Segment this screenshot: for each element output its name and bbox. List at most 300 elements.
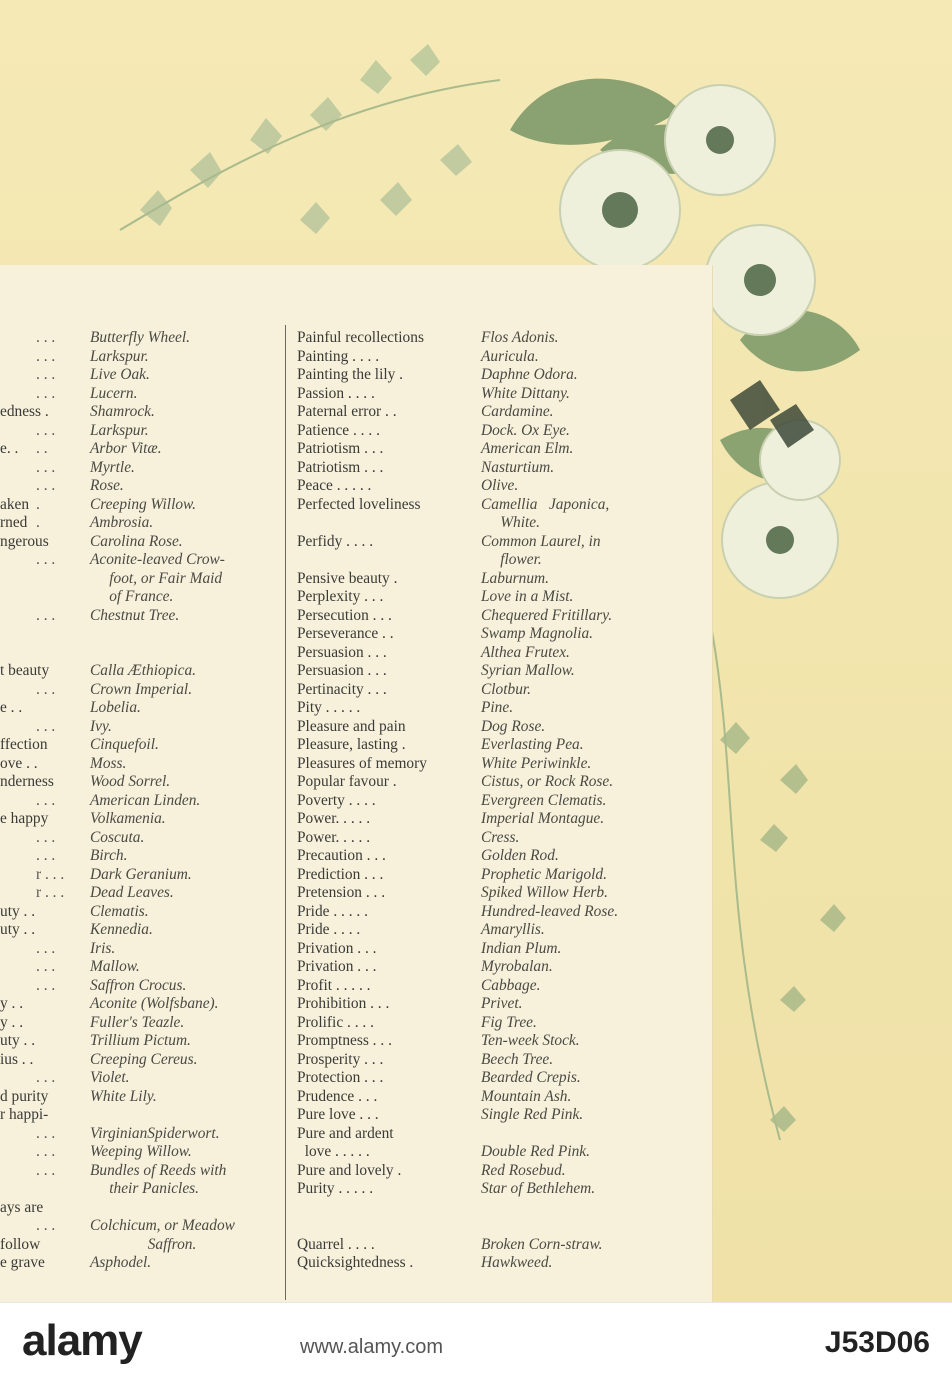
- flower-name: Beech Tree.: [481, 1050, 554, 1068]
- sentiment-term: Power. . . . .: [297, 810, 371, 827]
- flower-name: Butterfly Wheel.: [90, 329, 191, 346]
- flower-name: Shamrock.: [90, 403, 155, 420]
- leader-dots: . . .: [36, 347, 56, 365]
- leader-dots: . . .: [36, 717, 56, 735]
- entry-row: [297, 847, 677, 866]
- flower-name: foot, or Fair Maid: [90, 569, 223, 587]
- flower-name: American Elm.: [481, 440, 574, 457]
- entry-row: [297, 718, 677, 737]
- entry-row: [297, 588, 677, 607]
- entry-row: [0, 348, 284, 367]
- flower-name: Myrtle.: [90, 458, 135, 476]
- footer-logo: alamy: [22, 1316, 142, 1365]
- entry-row: [297, 625, 677, 644]
- entry-row: [0, 866, 284, 885]
- flower-name: Cardamine.: [481, 403, 554, 420]
- flower-name: Dark Geranium.: [90, 865, 192, 883]
- flower-name: Fig Tree.: [481, 1013, 537, 1031]
- right-column: [297, 329, 677, 1273]
- sentiment-term: Profit . . . . .: [297, 976, 371, 994]
- entry-row: [297, 736, 677, 755]
- sentiment-term: Prediction . . .: [297, 865, 384, 883]
- leader-dots: r . . .: [36, 865, 65, 883]
- flower-name: Mallow.: [90, 958, 140, 975]
- flower-name: Nasturtium.: [481, 458, 555, 476]
- sentiment-term: Perseverance . .: [297, 625, 394, 642]
- footer-url: www.alamy.com: [300, 1336, 443, 1358]
- entry-row: [297, 440, 677, 459]
- flower-name: Myrobalan.: [481, 958, 553, 975]
- sentiment-term: Quarrel . . . .: [297, 1235, 375, 1253]
- entry-row: [0, 1106, 284, 1125]
- entry-row: [297, 1143, 677, 1162]
- sentiment-term: Purity . . . . .: [297, 1180, 374, 1197]
- sentiment-term: Perfected loveliness: [297, 495, 421, 513]
- flower-name: Ivy.: [90, 717, 112, 735]
- leader-dots: . . .: [36, 1217, 56, 1234]
- entry-row: [0, 1051, 284, 1070]
- sentiment-term: Prohibition . . .: [297, 995, 390, 1012]
- leader-dots: . . .: [36, 828, 56, 846]
- flower-name: Violet.: [90, 1069, 130, 1086]
- flower-name: American Linden.: [90, 791, 201, 809]
- flower-name: Bundles of Reeds with: [90, 1161, 227, 1179]
- sentiment-term: e happy: [0, 810, 49, 827]
- flower-name: Carolina Rose.: [90, 532, 183, 550]
- entry-row: [297, 403, 677, 422]
- flower-name: Colchicum, or Meadow: [90, 1217, 235, 1234]
- flower-name: Coscuta.: [90, 828, 145, 846]
- entry-row: [0, 1143, 284, 1162]
- sentiment-term: uty . .: [0, 1032, 36, 1049]
- flower-name: Arbor Vitæ.: [90, 440, 162, 457]
- flower-name: Saffron.: [90, 1235, 197, 1253]
- entry-row: [297, 607, 677, 626]
- leader-dots: . . .: [36, 1069, 56, 1086]
- sentiment-term: Patriotism . . .: [297, 440, 384, 457]
- flower-name: Moss.: [90, 754, 127, 772]
- flower-name: Creeping Cereus.: [90, 1050, 198, 1068]
- flower-name: Cress.: [481, 828, 520, 846]
- flower-name: Camellia Japonica,: [481, 495, 610, 513]
- entry-row: [297, 1032, 677, 1051]
- sentiment-term: d purity: [0, 1087, 49, 1105]
- leader-dots: . . .: [36, 976, 56, 994]
- entry-row: [0, 496, 284, 515]
- sentiment-term: ngerous: [0, 532, 49, 550]
- left-column: [0, 329, 284, 1273]
- entry-row: [0, 810, 284, 829]
- entry-row: [0, 1236, 284, 1255]
- leader-dots: . . .: [36, 1161, 56, 1179]
- flower-name: Privet.: [481, 995, 523, 1012]
- flower-name: Pine.: [481, 699, 514, 716]
- sentiment-term: Power. . . . .: [297, 828, 371, 846]
- flower-name: White Periwinkle.: [481, 754, 592, 772]
- entry-row: [0, 459, 284, 478]
- sentiment-term: Precaution . . .: [297, 847, 386, 864]
- sentiment-term: Patience . . . .: [297, 421, 380, 439]
- entry-row: [297, 1180, 677, 1199]
- sentiment-term: ffection: [0, 736, 48, 753]
- entry-row: [0, 903, 284, 922]
- flower-name: Imperial Montague.: [481, 810, 605, 827]
- entry-row: [0, 422, 284, 441]
- entry-row: [297, 366, 677, 385]
- entry-row: [297, 496, 677, 515]
- entry-row: [297, 1051, 677, 1070]
- sentiment-term: uty . .: [0, 921, 36, 938]
- entry-row: [297, 995, 677, 1014]
- entry-row: [297, 921, 677, 940]
- entry-row: [297, 662, 677, 681]
- flower-name: Laburnum.: [481, 569, 549, 587]
- leader-dots: . . .: [36, 847, 56, 864]
- entry-row: [0, 829, 284, 848]
- flower-name: Evergreen Clematis.: [481, 791, 607, 809]
- sentiment-term: Promptness . . .: [297, 1032, 392, 1049]
- entry-row: [297, 773, 677, 792]
- flower-name: Aconite (Wolfsbane).: [90, 995, 219, 1012]
- entry-row: [297, 533, 677, 552]
- entry-row: [0, 921, 284, 940]
- entry-row: [297, 792, 677, 811]
- entry-row: [0, 958, 284, 977]
- flower-name: Olive.: [481, 477, 519, 494]
- flower-name: Double Red Pink.: [481, 1143, 590, 1160]
- entry-row: [0, 884, 284, 903]
- entry-row: [0, 533, 284, 552]
- sentiment-term: Pensive beauty .: [297, 569, 398, 587]
- entry-row: [0, 662, 284, 681]
- entry-row: [0, 329, 284, 348]
- sentiment-term: y . .: [0, 995, 24, 1012]
- entry-row: [0, 995, 284, 1014]
- sentiment-term: Poverty . . . .: [297, 791, 376, 809]
- sentiment-term: uty . .: [0, 902, 36, 920]
- leader-dots: . . .: [36, 477, 56, 494]
- leader-dots: . . .: [36, 458, 56, 476]
- flower-name: flower.: [481, 551, 542, 568]
- entry-row: [297, 644, 677, 663]
- entry-row: [297, 810, 677, 829]
- sentiment-term: Perfidy . . . .: [297, 532, 374, 550]
- sentiment-term: Pure and lovely .: [297, 1161, 402, 1179]
- sentiment-term: edness .: [0, 403, 49, 420]
- sentiment-term: Painful recollections: [297, 329, 424, 346]
- sentiment-term: Privation . . .: [297, 958, 377, 975]
- watermark-footer: [0, 1302, 952, 1391]
- flower-name: Everlasting Pea.: [481, 736, 584, 753]
- entry-row: [297, 1014, 677, 1033]
- flower-name: White Dittany.: [481, 384, 570, 402]
- flower-name: Single Red Pink.: [481, 1106, 584, 1123]
- flower-name: Ten-week Stock.: [481, 1032, 580, 1049]
- flower-name: Kennedia.: [90, 921, 153, 938]
- leader-dots: .: [36, 495, 40, 513]
- flower-name: Dock. Ox Eye.: [481, 421, 570, 439]
- entry-row: [0, 588, 284, 607]
- entry-row: [0, 699, 284, 718]
- flower-name: Amaryllis.: [481, 921, 545, 938]
- flower-name: of France.: [90, 588, 174, 605]
- entry-row: [0, 940, 284, 959]
- entry-row: [297, 1199, 677, 1218]
- entry-row: [0, 625, 284, 644]
- sentiment-term: Pleasure, lasting .: [297, 736, 406, 753]
- sentiment-term: aken: [0, 495, 30, 513]
- flower-name: Hawkweed.: [481, 1254, 553, 1271]
- entry-row: [297, 977, 677, 996]
- flower-name: Chequered Fritillary.: [481, 606, 613, 624]
- entry-row: [297, 958, 677, 977]
- entry-row: [0, 366, 284, 385]
- sentiment-term: Pity . . . . .: [297, 699, 361, 716]
- entry-row: [297, 385, 677, 404]
- flower-name: Flos Adonis.: [481, 329, 559, 346]
- flower-name: Prophetic Marigold.: [481, 865, 607, 883]
- entry-row: [0, 792, 284, 811]
- leader-dots: . . .: [36, 421, 56, 439]
- entry-row: [297, 551, 677, 570]
- entry-row: [297, 681, 677, 700]
- sentiment-term: Prudence . . .: [297, 1087, 378, 1105]
- flower-name: Star of Bethlehem.: [481, 1180, 596, 1197]
- entry-row: [297, 1106, 677, 1125]
- sentiment-term: t beauty: [0, 662, 50, 679]
- sentiment-term: Pride . . . . .: [297, 902, 368, 920]
- sentiment-term: Pleasures of memory: [297, 754, 427, 772]
- entry-row: [0, 1125, 284, 1144]
- entry-row: [0, 403, 284, 422]
- sentiment-term: Pleasure and pain: [297, 717, 406, 735]
- entry-row: [297, 1236, 677, 1255]
- flower-name: Volkamenia.: [90, 810, 166, 827]
- flower-name: Cabbage.: [481, 976, 541, 994]
- flower-name: Larkspur.: [90, 347, 149, 365]
- entry-row: [297, 755, 677, 774]
- sentiment-term: Peace . . . . .: [297, 477, 372, 494]
- flower-name: Saffron Crocus.: [90, 976, 187, 994]
- flower-name: Syrian Mallow.: [481, 662, 575, 679]
- entry-row: [0, 440, 284, 459]
- flower-name: Dead Leaves.: [90, 884, 174, 901]
- flower-name: Iris.: [90, 939, 116, 957]
- flower-name: Fuller's Teazle.: [90, 1013, 185, 1031]
- leader-dots: . . .: [36, 606, 56, 624]
- sentiment-term: ius . .: [0, 1050, 34, 1068]
- sentiment-term: Pertinacity . . .: [297, 680, 387, 698]
- sentiment-term: Patriotism . . .: [297, 458, 384, 476]
- entry-row: [0, 847, 284, 866]
- flower-name: Mountain Ash.: [481, 1087, 572, 1105]
- flower-name: Red Rosebud.: [481, 1161, 566, 1179]
- sentiment-term: love . . . . .: [297, 1143, 370, 1160]
- flower-name: Hundred-leaved Rose.: [481, 902, 619, 920]
- entry-row: [297, 884, 677, 903]
- entry-row: [0, 477, 284, 496]
- leader-dots: . . .: [36, 1124, 56, 1142]
- flower-name: Indian Plum.: [481, 939, 562, 957]
- entry-row: [0, 385, 284, 404]
- entry-row: [297, 1088, 677, 1107]
- sentiment-term: Paternal error . .: [297, 403, 397, 420]
- sentiment-term: e . .: [0, 699, 23, 716]
- leader-dots: . . .: [36, 329, 56, 346]
- flower-name: Creeping Willow.: [90, 495, 197, 513]
- entry-row: [0, 644, 284, 663]
- entry-row: [0, 1069, 284, 1088]
- entry-row: [0, 570, 284, 589]
- flower-name: Common Laurel, in: [481, 532, 601, 550]
- flower-name: Ambrosia.: [90, 514, 154, 531]
- entry-row: [0, 1032, 284, 1051]
- entry-row: [0, 1162, 284, 1181]
- flower-name: Swamp Magnolia.: [481, 625, 594, 642]
- entry-row: [297, 348, 677, 367]
- flower-name: Althea Frutex.: [481, 643, 570, 661]
- entry-row: [297, 903, 677, 922]
- flower-name: Lucern.: [90, 384, 138, 402]
- sentiment-term: Perplexity . . .: [297, 588, 384, 605]
- flower-name: White.: [481, 514, 540, 531]
- flower-name: Clematis.: [90, 902, 149, 920]
- entry-row: [0, 1199, 284, 1218]
- flower-name: Dog Rose.: [481, 717, 546, 735]
- entry-row: [0, 773, 284, 792]
- leader-dots: . . .: [36, 791, 56, 809]
- flower-name: Auricula.: [481, 347, 539, 365]
- flower-name: Weeping Willow.: [90, 1143, 192, 1160]
- leader-dots: . .: [36, 440, 48, 457]
- flower-name: Live Oak.: [90, 366, 150, 383]
- flower-name: Cistus, or Rock Rose.: [481, 773, 614, 790]
- entry-row: [297, 1162, 677, 1181]
- sentiment-term: Quicksightedness .: [297, 1254, 414, 1271]
- flower-name: VirginianSpiderwort.: [90, 1124, 220, 1142]
- leader-dots: . . .: [36, 551, 56, 568]
- flower-name: Lobelia.: [90, 699, 141, 716]
- sentiment-term: e grave: [0, 1254, 45, 1271]
- entry-row: [0, 736, 284, 755]
- entry-row: [0, 718, 284, 737]
- sentiment-term: Pretension . . .: [297, 884, 386, 901]
- entry-row: [0, 514, 284, 533]
- sentiment-term: ove . .: [0, 754, 38, 772]
- sentiment-term: Persuasion . . .: [297, 662, 387, 679]
- entry-row: [0, 1254, 284, 1273]
- leader-dots: . . .: [36, 958, 56, 975]
- entry-row: [297, 329, 677, 348]
- flower-name: White Lily.: [90, 1087, 157, 1105]
- entry-row: [297, 422, 677, 441]
- leader-dots: r . . .: [36, 884, 65, 901]
- leader-dots: . . .: [36, 384, 56, 402]
- entry-row: [0, 1014, 284, 1033]
- entry-row: [297, 1069, 677, 1088]
- flower-name: Trillium Pictum.: [90, 1032, 191, 1049]
- flower-name: Crown Imperial.: [90, 680, 193, 698]
- sentiment-term: Protection . . .: [297, 1069, 384, 1086]
- sentiment-term: y . .: [0, 1013, 24, 1031]
- leader-dots: . . .: [36, 366, 56, 383]
- sentiment-term: nderness: [0, 773, 54, 790]
- entry-row: [0, 607, 284, 626]
- sentiment-term: rned: [0, 514, 28, 531]
- flower-name: Rose.: [90, 477, 124, 494]
- entry-row: [297, 514, 677, 533]
- sentiment-term: Pure and ardent: [297, 1124, 394, 1142]
- sentiment-term: Pure love . . .: [297, 1106, 379, 1123]
- entry-row: [297, 866, 677, 885]
- sentiment-term: e. .: [0, 440, 19, 457]
- flower-name: Golden Rod.: [481, 847, 559, 864]
- leader-dots: . . .: [36, 680, 56, 698]
- leader-dots: .: [36, 514, 40, 531]
- flower-name: Aconite-leaved Crow-: [90, 551, 225, 568]
- entry-row: [297, 1254, 677, 1273]
- flower-name: Spiked Willow Herb.: [481, 884, 608, 901]
- sentiment-term: Privation . . .: [297, 939, 377, 957]
- sentiment-term: Persuasion . . .: [297, 643, 387, 661]
- flower-name: Clotbur.: [481, 680, 532, 698]
- flower-name: Wood Sorrel.: [90, 773, 171, 790]
- flower-name: Chestnut Tree.: [90, 606, 180, 624]
- sentiment-term: Passion . . . .: [297, 384, 375, 402]
- leader-dots: . . .: [36, 1143, 56, 1160]
- flower-name: Love in a Mist.: [481, 588, 574, 605]
- image-id: J53D06: [824, 1326, 930, 1359]
- sentiment-term: Painting . . . .: [297, 347, 380, 365]
- sentiment-term: ays are: [0, 1198, 44, 1216]
- entry-row: [0, 977, 284, 996]
- flower-name: Birch.: [90, 847, 128, 864]
- entry-row: [297, 570, 677, 589]
- leader-dots: . . .: [36, 939, 56, 957]
- entry-row: [297, 699, 677, 718]
- flower-name: Larkspur.: [90, 421, 149, 439]
- entry-row: [297, 829, 677, 848]
- entry-row: [297, 477, 677, 496]
- flower-name: Broken Corn-straw.: [481, 1235, 603, 1253]
- flower-name: Cinquefoil.: [90, 736, 159, 753]
- sentiment-term: Prolific . . . .: [297, 1013, 374, 1031]
- entry-row: [0, 681, 284, 700]
- entry-row: [0, 1088, 284, 1107]
- entry-row: [297, 1125, 677, 1144]
- flower-name: Daphne Odora.: [481, 366, 578, 383]
- entry-row: [0, 755, 284, 774]
- sentiment-term: r happi-: [0, 1106, 49, 1123]
- flower-name: Bearded Crepis.: [481, 1069, 581, 1086]
- flower-name: their Panicles.: [90, 1180, 199, 1197]
- entry-row: [297, 459, 677, 478]
- entry-row: [297, 1217, 677, 1236]
- entry-row: [297, 940, 677, 959]
- entry-row: [0, 1180, 284, 1199]
- entry-row: [0, 1217, 284, 1236]
- sentiment-term: follow: [0, 1235, 41, 1253]
- sentiment-term: Persecution . . .: [297, 606, 392, 624]
- column-divider: [285, 325, 286, 1300]
- flower-name: Asphodel.: [90, 1254, 152, 1271]
- sentiment-term: Painting the lily .: [297, 366, 404, 383]
- sentiment-term: Popular favour .: [297, 773, 397, 790]
- sentiment-term: Prosperity . . .: [297, 1050, 384, 1068]
- sentiment-term: Pride . . . .: [297, 921, 361, 938]
- flower-name: Calla Æthiopica.: [90, 662, 197, 679]
- entry-row: [0, 551, 284, 570]
